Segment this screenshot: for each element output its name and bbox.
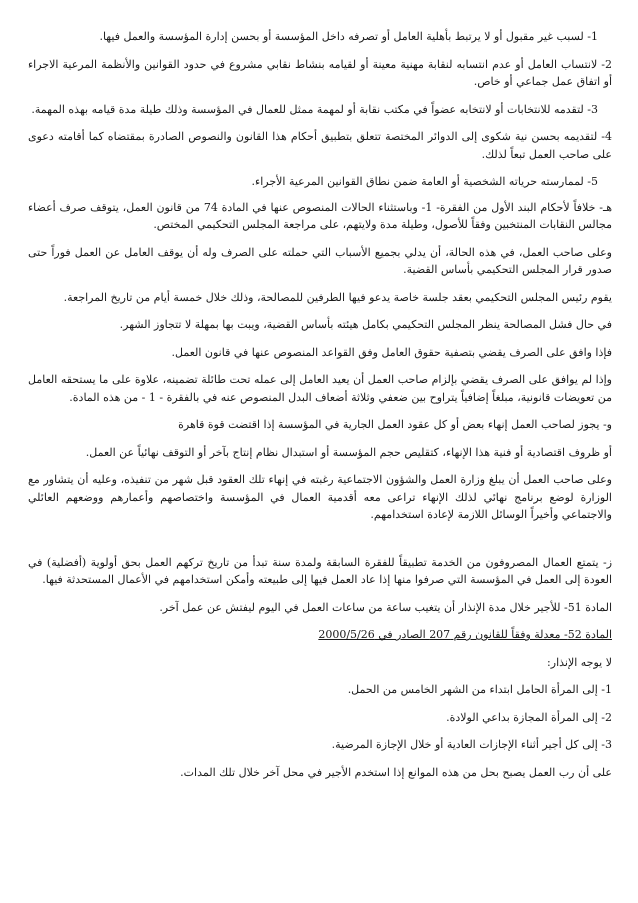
clause-paragraph: و- يجوز لصاحب العمل إنهاء بعض أو كل عقود العمل الجارية في المؤسسة إذا اقتضت قوة قاهرة — [178, 418, 612, 431]
article-paragraph: المادة 51- للأجير خلال مدة الإنذار أن يتغيب ساعة من ساعات العمل في اليوم ليفتش عن عمل آخر. — [159, 600, 612, 614]
list-item: 2- إلى المرأة المجازة بداعي الولادة. — [446, 710, 612, 724]
body-paragraph: في حال فشل المصالحة ينظر المجلس التحكيمي بكامل هيئته بأساس القضية، ويبت بها بمهلة لا تتجاوز الشهر. — [119, 318, 612, 331]
body-paragraph: أو ظروف اقتصادية أو فنية هذا الإنهاء، كتقليص حجم المؤسسة أو استبدال نظام إنتاج بآخر أو التوقف نهائياً عن العمل. — [85, 445, 612, 459]
body-paragraph: لا يوجه الإنذار: — [547, 655, 612, 669]
list-item: 3- لتقدمه للانتخابات أو لانتخابه عضواً في مكتب نقابة أو لمهمة ممثل للعمال في المؤسسة وذلك طيلة مدة قيامه بهذه المهمة. — [31, 102, 598, 116]
body-paragraph: على أن رب العمل يصبح بحل من هذه الموانع إذا استخدم الأجير في محل آخر خلال تلك المدات. — [180, 765, 612, 779]
document-page — [28, 28, 612, 781]
list-item: 1- إلى المرأة الحامل ابتداء من الشهر الخامس من الحمل. — [347, 683, 612, 696]
list-item: 2- لانتساب العامل أو عدم انتسابه لنقابة مهنية معينة أو لقيامه بنشاط نقابي مشروع في حدود القوانين والأنظمة المرعية الاجراء أو اتفاق عمل جماعي أو خاص. — [28, 57, 612, 88]
body-paragraph: وإذا لم يوافق على الصرف يقضي بإلزام صاحب العمل أن يعيد العامل إلى عمله تحت طائلة تضمينه، علاوة على ما يستحقه العامل من تعويضات قانونية، مبلغاً إضافياً يتراوح بين ضعفي وثلاثة أضعاف البدل المنصوص عنه في بالفقرة - 1 - من هذه المادة. — [28, 373, 612, 404]
body-paragraph: وعلى صاحب العمل أن يبلغ وزارة العمل والشؤون الاجتماعية رغبته في إنهاء تلك العقود قبل شهر من تنفيذه، وعليه أن يتشاور مع الوزارة لوضع برنامج نهائي لذلك الإنهاء تراعى معه أقدمية العمال في المؤسسة واختصاصهم وأعمارهم ووضعهم العائلي والاجتماعي وأخيراً الوسائل اللازمة لإعادة استخدامهم. — [28, 473, 612, 521]
body-paragraph: فإذا وافق على الصرف يقضي بتصفية حقوق العامل وفق القواعد المنصوص عنها في قانون العمل. — [171, 345, 612, 359]
body-paragraph: وعلى صاحب العمل، في هذه الحالة، أن يدلي بجميع الأسباب التي حملته على الصرف وله أن يوقف العامل عن العمل فوراً حتى صدور قرار المجلس التحكيمي بأساس القضية. — [28, 245, 612, 276]
article-heading: المادة 52- معدلة وفقاً للقانون رقم 207 الصادر في 2000/5/26 — [318, 628, 612, 641]
list-item: 1- لسبب غير مقبول أو لا يرتبط بأهلية العامل أو تصرفه داخل المؤسسة أو بحسن إدارة المؤسسة والعمل فيها. — [99, 30, 598, 43]
list-item: 5- لممارسته حرياته الشخصية أو العامة ضمن نطاق القوانين المرعية الأجراء. — [251, 175, 598, 188]
list-item: 3- إلى كل أجير أثناء الإجازات العادية أو خلال الإجازة المرضية. — [331, 738, 612, 751]
list-item: 4- لتقديمه بحسن نية شكوى إلى الدوائر المختصة تتعلق بتطبيق أحكام هذا القانون والنصوص الصادرة بمقتضاه كما أقامته دعوى على صاحب العمل تبعاً لذلك. — [28, 130, 612, 161]
body-paragraph: يقوم رئيس المجلس التحكيمي بعقد جلسة خاصة يدعو فيها الطرفين للمصالحة، وذلك خلال خمسة أيام من تاريخ المراجعة. — [63, 290, 612, 304]
clause-paragraph: هـ- خلافاً لأحكام البند الأول من الفقرة- 1- وباستثناء الحالات المنصوص عنها في المادة 74 من قانون العمل، يتوقف صرف أعضاء مجالس النقابات المنتخبين وفقاً للأصول، وطيلة مدة ولايتهم، على مراجعة المجلس التحكيمي المختص. — [28, 200, 612, 231]
clause-paragraph: ز- يتمتع العمال المصروفون من الخدمة تطبيقاً للفقرة السابقة ولمدة سنة تبدأ من تاريخ تركهم العمل بحق أولوية (أفضلية) في العودة إلى العمل في المؤسسة التي صرفوا منها إذا عاد العمل فيها إلى طبيعته وأمكن استخدامهم في الأعمال المستحدثة فيها. — [28, 555, 613, 586]
